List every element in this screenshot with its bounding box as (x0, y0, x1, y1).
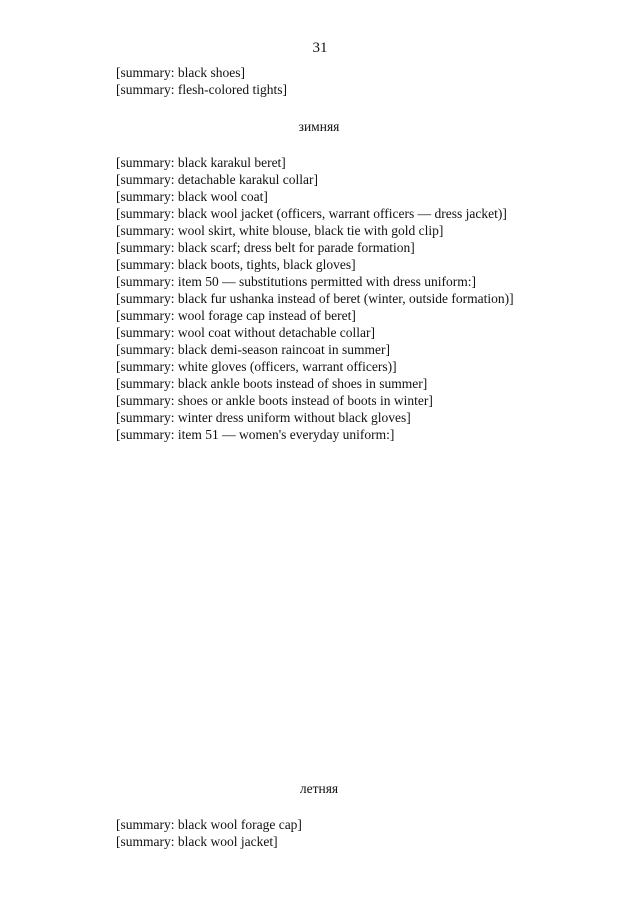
text-line: [summary: black wool forage cap] (116, 817, 302, 832)
text-line: [summary: item 51 — women's everyday uniform:] (116, 427, 395, 442)
text-line: [summary: flesh-colored tights] (116, 82, 287, 97)
text-line: [summary: black wool coat] (116, 189, 268, 204)
text-line: [summary: wool skirt, white blouse, black tie with gold clip] (116, 223, 444, 238)
text-line: [summary: white gloves (officers, warrant officers)] (116, 359, 397, 374)
text-line: [summary: item 50 — substitutions permitted with dress uniform:] (116, 274, 476, 289)
text-line: [summary: black demi-season raincoat in summer] (116, 342, 391, 357)
text-line: [summary: shoes or ankle boots instead of boots in winter] (116, 393, 433, 408)
text-line: [summary: detachable karakul collar] (116, 172, 319, 187)
text-block-1 (76, 64, 562, 98)
text-line: [summary: black scarf; dress belt for parade formation] (116, 240, 415, 255)
text-line: [summary: black shoes] (116, 65, 245, 80)
text-line: [summary: black wool jacket] (116, 834, 278, 849)
text-block-3 (76, 816, 562, 850)
text-line: [summary: wool forage cap instead of beret] (116, 308, 356, 323)
section-heading-summer: летняя (299, 781, 339, 796)
text-line: [summary: black ankle boots instead of shoes in summer] (116, 376, 428, 391)
page-number: 31 (312, 40, 328, 56)
text-line: [summary: wool coat without detachable collar] (116, 325, 376, 340)
text-line: [summary: black karakul beret] (116, 155, 286, 170)
text-line: [summary: black boots, tights, black gloves] (116, 257, 356, 272)
text-block-2 (76, 154, 562, 443)
section-heading-winter: зимняя (298, 119, 340, 134)
text-line: [summary: winter dress uniform without black gloves] (116, 410, 411, 425)
text-line: [summary: black wool jacket (officers, warrant officers — dress jacket)] (116, 206, 507, 221)
text-line: [summary: black fur ushanka instead of beret (winter, outside formation)] (116, 291, 514, 306)
